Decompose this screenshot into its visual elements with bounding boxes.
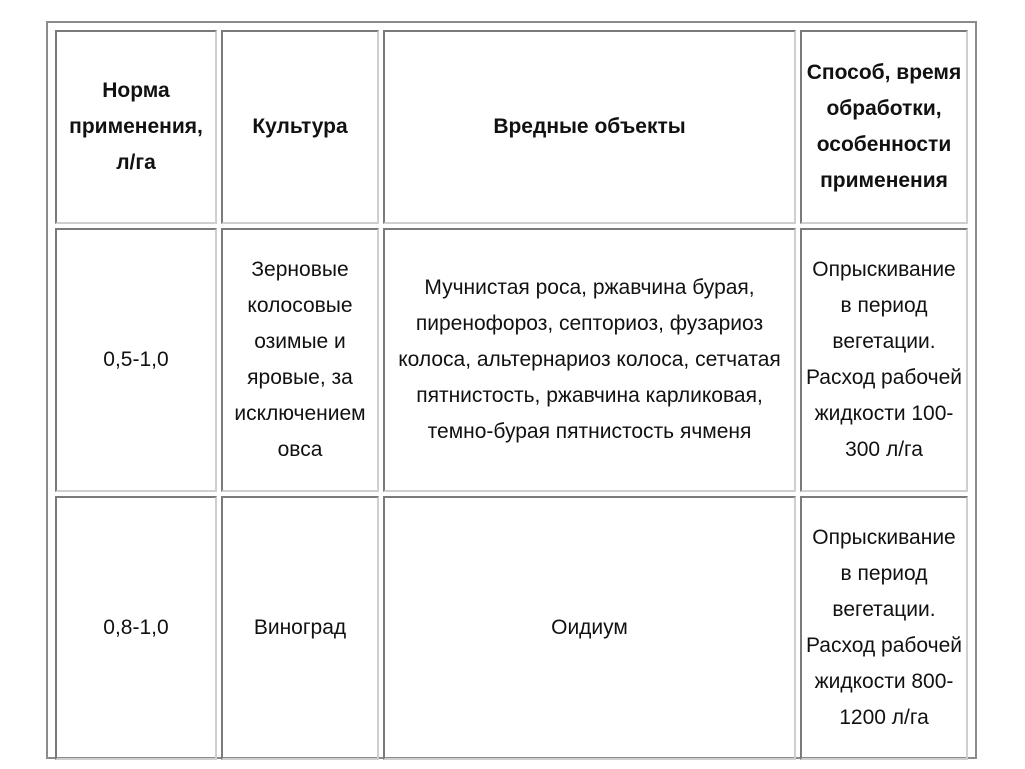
header-crop: Культура — [221, 30, 379, 224]
table-row — [55, 496, 968, 760]
cell-crop: Виноград — [221, 496, 379, 760]
header-method-time: Способ, время обработки, особенности применения — [800, 30, 968, 224]
pesticide-application-table — [51, 26, 972, 764]
header-application-rate: Норма применения, л/га — [55, 30, 217, 224]
cell-method-time: Опрыскивание в период вегетации. Расход рабочей жидкости 100-300 л/га — [800, 228, 968, 492]
table-row — [55, 228, 968, 492]
cell-method-time: Опрыскивание в период вегетации. Расход рабочей жидкости 800-1200 л/га — [800, 496, 968, 760]
cell-harmful-objects: Оидиум — [383, 496, 796, 760]
cell-crop: Зерновые колосовые озимые и яровые, за исключением овса — [221, 228, 379, 492]
cell-application-rate: 0,8-1,0 — [55, 496, 217, 760]
cell-application-rate: 0,5-1,0 — [55, 228, 217, 492]
pesticide-table-container — [46, 21, 977, 759]
header-harmful-objects: Вредные объекты — [383, 30, 796, 224]
table-header-row — [55, 30, 968, 224]
cell-harmful-objects: Мучнистая роса, ржавчина бурая, пиренофороз, септориоз, фузариоз колоса, альтернариоз колоса, сетчатая пятнистость, ржавчина карликовая, темно-бурая пятнистость ячменя — [383, 228, 796, 492]
